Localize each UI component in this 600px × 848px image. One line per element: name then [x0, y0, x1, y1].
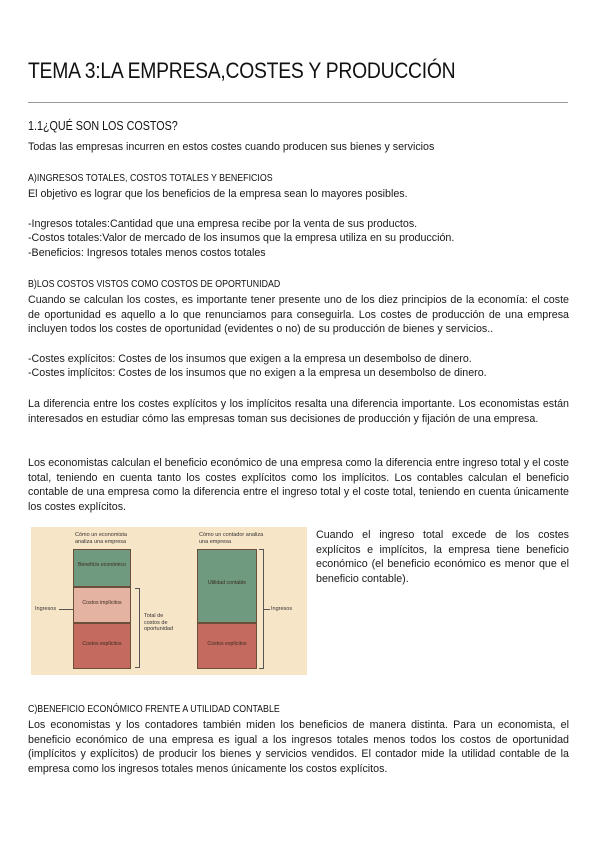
block-label: Beneficio económico	[78, 562, 126, 568]
intro-text: Todas las empresas incurren en estos costes cuando producen sus bienes y servicios	[28, 141, 435, 153]
list-item: -Costes implícitos: Costes de los insumos que no exigen a la empresa un desembolso de dinero.	[28, 367, 487, 379]
page-title: TEMA 3:LA EMPRESA,COSTES Y PRODUCCIÓN	[28, 58, 456, 83]
paragraph-utilidad: Los economistas y los contadores también miden los beneficios de manera distinta. Para un economista, el beneficio económico de una empresa es igual a los ingresos totales menos todos los costos de oportunidad (implícitos y explícitos) de producir los bienes y servicios vendidos. El contador mide la utilidad contable de la empresa como los ingresos totales menos únicamente los costos explícitos.	[28, 719, 569, 775]
block-label: Costos explícitos	[207, 641, 247, 647]
right-arrow	[264, 609, 270, 610]
subheading-oportunidad: B)LOS COSTOS VISTOS COMO COSTOS DE OPORTUNIDAD	[28, 278, 281, 290]
objective-text: El objetivo es lograr que los beneficios de la empresa sean lo mayores posibles.	[28, 188, 408, 200]
explicit-costs-block	[73, 623, 131, 669]
block-label: Costos explícitos	[82, 641, 122, 647]
paragraph-beneficio: Los economistas calculan el beneficio económico de una empresa como la diferencia entre ingreso total y el coste total, teniendo en cuenta tanto los costes explícitos como los implícitos. Los contables calculan el beneficio contable de una empresa como la diferencia entre el ingreso total y el coste total, teniendo en cuenta únicamente los costes explícitos.	[28, 457, 569, 513]
economist-vs-accountant-figure	[31, 527, 307, 675]
list-item: -Ingresos totales:Cantidad que una empresa recibe por la venta de sus productos.	[28, 218, 418, 230]
list-item: -Beneficios: Ingresos totales menos costos totales	[28, 247, 266, 259]
economist-title: Cómo un economista analiza una empresa	[75, 532, 127, 545]
list-item: -Costos totales:Valor de mercado de los insumos que la empresa utiliza en su producción.	[28, 232, 455, 244]
economic-profit-block	[73, 549, 131, 587]
title-divider	[28, 102, 568, 103]
subheading-utilidad: C)BENEFICIO ECONÓMICO FRENTE A UTILIDAD CONTABLE	[28, 703, 280, 715]
side-paragraph: Cuando el ingreso total excede de los costes explícitos e implícitos, la empresa tiene beneficio económico (el beneficio económico es menor que el beneficio contable).	[316, 529, 569, 585]
accountant-title: Cómo un contador analiza una empresa	[199, 532, 264, 545]
paragraph-oportunidad: Cuando se calculan los costes, es importante tener presente uno de los diez principios de la economía: el coste de oportunidad es aquello a lo que renunciamos para conseguirla. Los costes de producción de una empresa incluyen todos los costes de oportunidad (evidentes o no) de su producción de bienes y servicios..	[28, 294, 569, 336]
total-costs-brace	[135, 588, 140, 668]
left-ingresos-label: Ingresos	[35, 606, 57, 612]
paragraph-diferencia: La diferencia entre los costes explícitos y los implícitos resalta una diferencia importante. Los economistas están interesados en estudiar cómo las empresas toman sus decisiones de producción y fijación de una empresa.	[28, 398, 569, 425]
block-label: Utilidad contable	[207, 580, 247, 586]
left-arrow	[59, 609, 73, 610]
subheading-ingresos: A)INGRESOS TOTALES, COSTOS TOTALES Y BENEFICIOS	[28, 172, 273, 184]
block-label: Costos implícitos	[82, 600, 122, 606]
acct-explicit-costs-block	[197, 623, 257, 669]
list-item: -Costes explícitos: Costes de los insumos que exigen a la empresa un desembolso de dinero.	[28, 353, 472, 365]
implicit-costs-block	[73, 587, 131, 623]
section-heading-costos: 1.1¿QUÉ SON LOS COSTOS?	[28, 119, 178, 133]
total-costs-label: Total de costos de oportunidad	[144, 613, 174, 632]
accounting-profit-block	[197, 549, 257, 623]
right-ingresos-label: Ingresos	[271, 606, 293, 612]
